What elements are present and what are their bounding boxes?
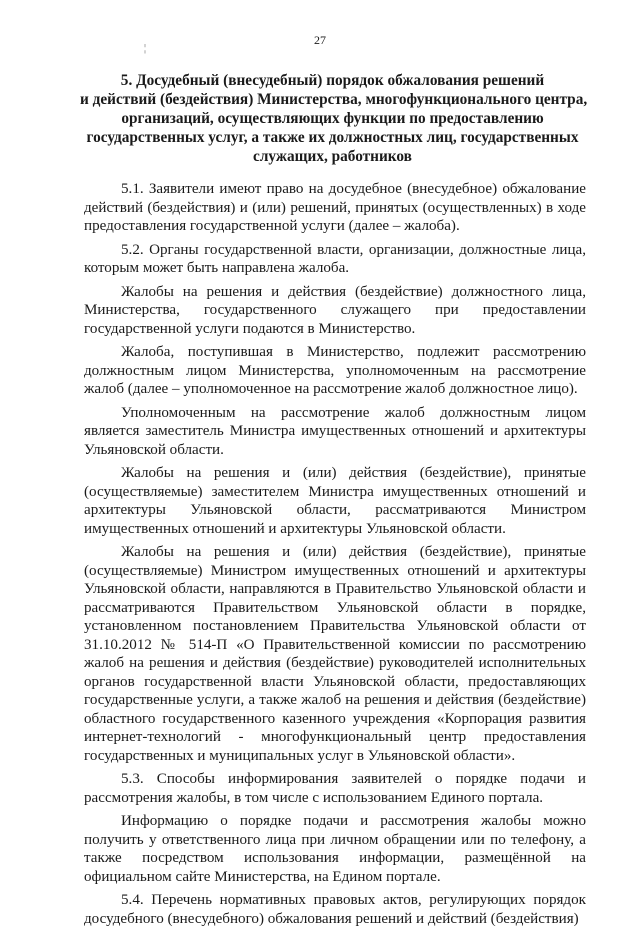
paragraph-5-4: 5.4. Перечень нормативных правовых актов, регулирующих порядок досудебного (внесудебного) обжалования решений и действий (бездействия) bbox=[84, 892, 586, 927]
paragraph-5-3: 5.3. Способы информирования заявителей о порядке подачи и рассмотрения жалобы, в том числе с использованием Единого портала. bbox=[84, 771, 586, 806]
heading-line: служащих, работников bbox=[253, 148, 412, 165]
paragraph: Жалобы на решения и (или) действия (бездействие), принятые (осуществляемые) заместителем Министра имущественных отношений и архитектуры Ульяновской области, рассматриваются Министром имущественных отношений и архитектуры Ульяновской области. bbox=[84, 465, 586, 537]
heading-line: 5. Досудебный (внесудебный) порядок обжалования решений bbox=[120, 72, 545, 89]
paragraph: Жалобы на решения и (или) действия (бездействие), принятые (осуществляемые) Министром имущественных отношений и архитектуры Ульяновской области, направляются в Правительство Ульяновской области и рассматриваются Правительством Ульяновской области в порядке, установленном постановлением Правительства Ульяновской области от 31.10.2012 № 514-П «О Правительственной комиссии по рассмотрению жалоб на решения и действия (бездействие) руководителей исполнительных органов государственной власти Ульяновской области, предоставляющих государственные услуги, а также жалоб на решения и действия (бездействие) областного государственного казенного учреждения «Корпорация развития интернет-технологий - многофункциональный центр предоставления государственных и муниципальных услуг в Ульяновской области». bbox=[84, 544, 586, 764]
paragraph-5-2: 5.2. Органы государственной власти, организации, должностные лица, которым может быть направлена жалоба. bbox=[84, 241, 586, 276]
paragraph: Жалоба, поступившая в Министерство, подлежит рассмотрению должностным лицом Министерства, уполномоченным на рассмотрение жалоб (далее – уполномоченное на рассмотрение жалоб должностное лицо). bbox=[84, 344, 586, 397]
heading-line: организаций, осуществляющих функции по предоставлению bbox=[121, 110, 544, 127]
page-number: 27 bbox=[314, 33, 326, 47]
paragraph: Информацию о порядке подачи и рассмотрения жалобы можно получить у ответственного лица при личном обращении или по телефону, а также посредством использования информации, размещённой на официальном сайте Министерства, на Едином портале. bbox=[84, 813, 586, 885]
section-heading bbox=[80, 71, 588, 166]
heading-line: государственных услуг, а также их должностных лиц, государственных bbox=[86, 129, 579, 146]
heading-line: и действий (бездействия) Министерства, многофункционального центра, bbox=[80, 91, 588, 108]
section-body bbox=[84, 180, 586, 933]
paragraph: Жалобы на решения и действия (бездействие) должностного лица, Министерства, государственного служащего при предоставлении государственной услуги подаются в Министерство. bbox=[84, 283, 586, 337]
paragraph: Уполномоченным на рассмотрение жалоб должностным лицом является заместитель Министра имущественных отношений и архитектуры Ульяновской области. bbox=[84, 404, 586, 458]
paragraph-5-1: 5.1. Заявители имеют право на досудебное (внесудебное) обжалование действий (бездействия) и (или) решений, принятых (осуществленных) в ходе предоставления государственной услуги (далее – жалоба). bbox=[84, 181, 586, 234]
scan-mark: ¦ bbox=[144, 43, 147, 54]
